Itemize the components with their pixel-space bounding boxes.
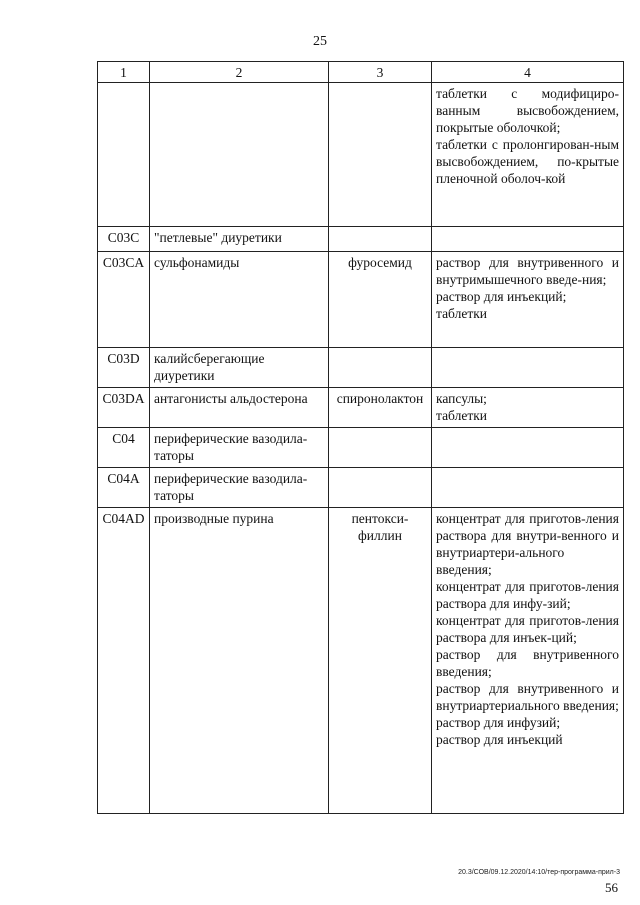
dosage-forms-cell	[432, 428, 624, 468]
dosage-forms-cell	[432, 83, 624, 227]
dosage-forms-cell	[432, 227, 624, 252]
dosage-form-item: раствор для инфузий;	[436, 715, 561, 730]
dosage-form-item: раствор для инъекций;	[436, 289, 567, 304]
atc-code-cell: C04	[98, 428, 150, 468]
group-cell: "петлевые" диуретики	[150, 227, 329, 252]
footer-page-number: 56	[605, 880, 618, 895]
dosage-form-item: раствор для внутривенного и внутримышечного введе-ния;	[436, 255, 619, 287]
column-header: 2	[150, 62, 329, 83]
table-row	[98, 388, 624, 428]
group-cell: антагонисты альдостерона	[150, 388, 329, 428]
dosage-forms-cell	[432, 508, 624, 814]
dosage-form-item: раствор для внутривенного введения;	[436, 647, 619, 679]
dosage-form-item: таблетки	[436, 306, 488, 321]
table-body	[98, 83, 624, 814]
drug-name-cell	[329, 428, 432, 468]
dosage-form-item: концентрат для приготов-ления раствора для инъек-ций;	[436, 613, 619, 645]
table-row	[98, 252, 624, 348]
dosage-forms-cell	[432, 468, 624, 508]
page-number-top: 25	[313, 34, 327, 49]
drug-name-cell	[329, 468, 432, 508]
table-row	[98, 508, 624, 814]
table-row	[98, 227, 624, 252]
table-row	[98, 348, 624, 388]
table-header-row	[98, 62, 624, 83]
drug-table	[97, 61, 624, 814]
atc-code-cell: C04AD	[98, 508, 150, 814]
atc-code-cell: C04A	[98, 468, 150, 508]
drug-name-cell: спиронолактон	[329, 388, 432, 428]
atc-code-cell: C03CA	[98, 252, 150, 348]
dosage-form-item: таблетки с пролонгирован-ным высвобождением, по-крытые пленочной оболоч-кой	[436, 137, 619, 186]
group-cell: производные пурина	[150, 508, 329, 814]
group-cell: сульфонамиды	[150, 252, 329, 348]
drug-name-cell	[329, 348, 432, 388]
group-cell: периферические вазодила-таторы	[150, 468, 329, 508]
drug-name-cell: фуросемид	[329, 252, 432, 348]
column-header: 4	[432, 62, 624, 83]
atc-code-cell: C03DA	[98, 388, 150, 428]
atc-code-cell	[98, 83, 150, 227]
dosage-forms-cell	[432, 388, 624, 428]
column-header: 1	[98, 62, 150, 83]
dosage-forms-cell	[432, 252, 624, 348]
group-cell: периферические вазодила-таторы	[150, 428, 329, 468]
drug-name-cell: пентокси-филлин	[329, 508, 432, 814]
footer-reference: 20.3/СОВ/09.12.2020/14:10/тер-программа-прил-3	[458, 869, 620, 876]
drug-name-cell	[329, 83, 432, 227]
dosage-form-item: таблетки	[436, 408, 488, 423]
atc-code-cell: C03C	[98, 227, 150, 252]
table-row	[98, 428, 624, 468]
dosage-form-item: концентрат для приготов-ления раствора для внутри-венного и внутриартери-ального введения;	[436, 511, 619, 577]
dosage-form-item: раствор для инъекций	[436, 732, 563, 747]
column-header: 3	[329, 62, 432, 83]
table-row	[98, 83, 624, 227]
dosage-form-item: концентрат для приготов-ления раствора для инфу-зий;	[436, 579, 619, 611]
dosage-form-item: раствор для внутривенного и внутриартериального введения;	[436, 681, 619, 713]
table-row	[98, 468, 624, 508]
group-cell	[150, 83, 329, 227]
group-cell: калийсберегающие диуретики	[150, 348, 329, 388]
dosage-forms-cell	[432, 348, 624, 388]
dosage-form-item: капсулы;	[436, 391, 487, 406]
atc-code-cell: C03D	[98, 348, 150, 388]
dosage-form-item: таблетки с модифициро-ванным высвобождением, покрытые оболочкой;	[436, 86, 619, 135]
drug-name-cell	[329, 227, 432, 252]
